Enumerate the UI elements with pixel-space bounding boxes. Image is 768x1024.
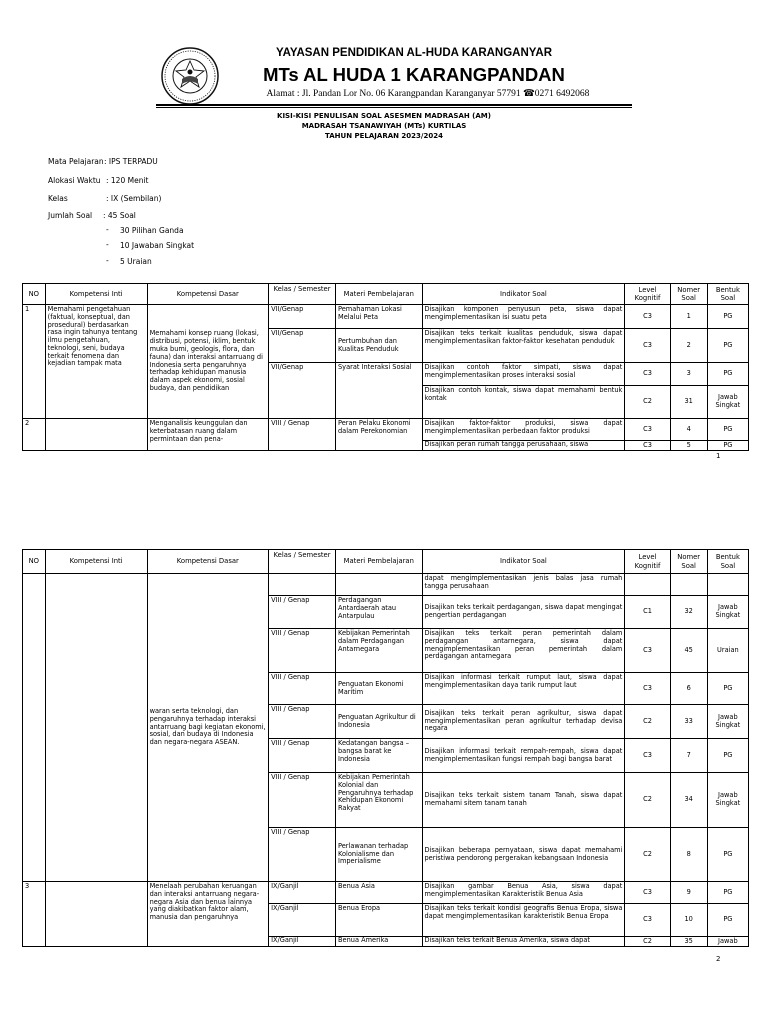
cell-level: C1 (625, 596, 670, 629)
cell-materi: Benua Asia (336, 882, 423, 904)
col-indikator: Indikator Soal (422, 550, 625, 574)
cell-level: C2 (625, 386, 670, 419)
info-value: : 45 Soal (103, 211, 136, 220)
cell-indikator: Disajikan teks terkait peran pemerintah dalam perdagangan antarnegara, siswa dapat mengimplementasikan peran pemerintah dalam perdagangan antarnegara (422, 629, 625, 673)
cell-nomer: 5 (670, 441, 707, 451)
info-value: : IPS TERPADU (104, 157, 158, 166)
cell-kelas (269, 574, 336, 596)
cell-bentuk: PG (707, 882, 748, 904)
cell-kelas: IX/Ganjil (269, 882, 336, 904)
cell-no: 1 (23, 305, 46, 419)
cell-indikator: Disajikan beberapa pernyataan, siswa dapat memahami peristiwa pendorong pergerakan kebangsaan Indonesia (422, 828, 625, 882)
col-kelas: Kelas / Semester (269, 284, 336, 305)
cell-kd: Menganalisis keunggulan dan keterbatasan ruang dalam permintaan dan pena- (147, 419, 269, 451)
cell-kelas: VIII / Genap (269, 629, 336, 673)
cell-no: 2 (23, 419, 46, 451)
cell-kelas: VIII / Genap (269, 596, 336, 629)
cell-nomer: 33 (670, 705, 707, 739)
cell-bentuk: Jawab Singkat (707, 705, 748, 739)
cell-kd: Memahami konsep ruang (lokasi, distribusi, potensi, iklim, bentuk muka bumi, geologis, flora, dan fauna) dan interaksi antarruang di Indonesia serta pengaruhnya terhadap kehidupan manusia dalam aspek ekonomi, sosial budaya, dan pendidikan (147, 305, 269, 419)
cell-nomer: 32 (670, 596, 707, 629)
cell-bentuk: PG (707, 739, 748, 773)
page-number: 1 (716, 452, 721, 460)
cell-bentuk: PG (707, 329, 748, 363)
cell-materi: Kebijakan Pemerintah dalam Perdagangan Antarnegara (336, 629, 423, 673)
cell-materi: Penguatan Ekonomi Maritim (336, 673, 423, 705)
cell-level: C2 (625, 937, 670, 947)
cell-nomer: 7 (670, 739, 707, 773)
cell-nomer: 4 (670, 419, 707, 441)
cell-bentuk: PG (707, 441, 748, 451)
cell-indikator: Disajikan teks terkait peran agrikultur, siswa dapat mengimplementasikan peran agrikultur terhadap devisa negara (422, 705, 625, 739)
col-ki: Kompetensi Inti (45, 550, 147, 574)
cell-indikator: Disajikan peran rumah tangga perusahaan, siswa (422, 441, 625, 451)
cell-level: C3 (625, 882, 670, 904)
cell-nomer: 31 (670, 386, 707, 419)
cell-materi (336, 574, 423, 596)
cell-indikator: Disajikan informasi terkait rumput laut, siswa dapat mengimplementasikan daya tarik rumput laut (422, 673, 625, 705)
doc-title: KISI-KISI PENULISAN SOAL ASESMEN MADRASAH (AM) (277, 112, 491, 120)
cell-materi: Syarat Interaksi Sosial (336, 363, 423, 419)
cell-level (625, 574, 670, 596)
cell-nomer (670, 574, 707, 596)
cell-nomer: 6 (670, 673, 707, 705)
cell-indikator: Disajikan teks terkait kualitas penduduk, siswa dapat mengimplementasikan faktor-faktor kesehatan penduduk (422, 329, 625, 363)
col-no: NO (23, 284, 46, 305)
cell-materi: Pertumbuhan dan Kualitas Penduduk (336, 329, 423, 363)
cell-kd: Menelaah perubahan keruangan dan interaksi antarruang negara-negara Asia dan benua lainnya yang diakibatkan faktor alam, manusia dan pengaruhnya (147, 882, 269, 947)
cell-kelas: IX/Ganjil (269, 937, 336, 947)
cell-kelas: VII/Genap (269, 305, 336, 329)
cell-kelas: VIII / Genap (269, 773, 336, 828)
cell-nomer: 10 (670, 904, 707, 937)
info-key: Kelas (48, 194, 68, 203)
kisi-table-page2 (22, 549, 749, 947)
cell-bentuk: Jawab Singkat (707, 596, 748, 629)
cell-indikator: dapat mengimplementasikan jenis balas jasa rumah tangga perusahaan (422, 574, 625, 596)
cell-indikator: Disajikan faktor-faktor produksi, siswa dapat mengimplementasikan perbedaan faktor produksi (422, 419, 625, 441)
cell-kelas: VIII / Genap (269, 705, 336, 739)
cell-ki: Memahami pengetahuan (faktual, konseptual, dan prosedural) berdasarkan rasa ingin tahunya tentang ilmu pengetahuan, teknologi, seni, budaya terkait fenomena dan kejadian tampak mata (45, 305, 147, 419)
cell-bentuk: Uraian (707, 629, 748, 673)
cell-materi: Kedatangan bangsa – bangsa barat ke Indonesia (336, 739, 423, 773)
cell-level: C3 (625, 673, 670, 705)
header-rule (156, 104, 632, 106)
col-indikator: Indikator Soal (422, 284, 625, 305)
cell-kelas: VIII / Genap (269, 828, 336, 882)
cell-nomer: 2 (670, 329, 707, 363)
cell-level: C2 (625, 773, 670, 828)
table-row (23, 419, 749, 441)
doc-subtitle: MADRASAH TSANAWIYAH (MTs) KURTILAS (301, 122, 467, 130)
cell-level: C3 (625, 305, 670, 329)
cell-indikator: Disajikan contoh faktor simpati, siswa dapat mengimplementasikan proses interaksi sosial (422, 363, 625, 386)
col-no: NO (23, 550, 46, 574)
table-row (23, 882, 749, 904)
cell-indikator: Disajikan teks terkait Benua Amerika, siswa dapat (422, 937, 625, 947)
cell-indikator: Disajikan teks terkait sistem tanam Tanah, siswa dapat memahami sitem tanam tanah (422, 773, 625, 828)
cell-bentuk: PG (707, 673, 748, 705)
col-level: Level Kognitif (625, 550, 670, 574)
cell-materi: Perdagangan Antardaerah atau Antarpulau (336, 596, 423, 629)
cell-ki (45, 419, 147, 451)
cell-indikator: Disajikan gambar Benua Asia, siswa dapat mengimplementasikan Karakteristik Benua Asia (422, 882, 625, 904)
soal-item: 30 Pilihan Ganda (120, 226, 184, 235)
cell-level: C3 (625, 739, 670, 773)
col-kelas: Kelas / Semester (269, 550, 336, 574)
cell-bentuk: PG (707, 828, 748, 882)
cell-bentuk (707, 574, 748, 596)
cell-indikator: Disajikan teks terkait perdagangan, siswa dapat mengingat pengertian perdagangan (422, 596, 625, 629)
cell-materi: Penguatan Agrikultur di Indonesia (336, 705, 423, 739)
cell-bentuk: PG (707, 419, 748, 441)
col-nomer: Nomer Soal (670, 284, 707, 305)
info-value: : IX (Sembilan) (106, 194, 162, 203)
foundation-name: YAYASAN PENDIDIKAN AL-HUDA KARANGANYAR (275, 47, 553, 59)
cell-nomer: 9 (670, 882, 707, 904)
cell-ki (45, 574, 147, 882)
kisi-table-page1 (22, 283, 749, 451)
cell-kelas: VIII / Genap (269, 419, 336, 451)
school-address: Alamat : Jl. Pandan Lor No. 06 Karangpandan Karanganyar 57791 ☎0271 6492068 (266, 89, 590, 99)
col-kd: Kompetensi Dasar (147, 284, 269, 305)
cell-kd: waran serta teknologi, dan pengaruhnya terhadap interaksi antarruang bagi kegiatan ekonomi, sosial, dan budaya di Indonesia dan negara-negara ASEAN. (147, 574, 269, 882)
table-header-row (23, 550, 749, 574)
cell-indikator: Disajikan informasi terkait rempah-rempah, siswa dapat mengimplementasikan fungsi rempah bagi bangsa barat (422, 739, 625, 773)
school-name: MTs AL HUDA 1 KARANGPANDAN (263, 64, 565, 85)
col-nomer: Nomer Soal (670, 550, 707, 574)
cell-kelas: VII/Genap (269, 329, 336, 363)
soal-item: 5 Uraian (120, 257, 152, 266)
cell-bentuk: Jawab (707, 937, 748, 947)
cell-kelas: IX/Ganjil (269, 904, 336, 937)
cell-nomer: 8 (670, 828, 707, 882)
cell-level: C3 (625, 329, 670, 363)
cell-indikator: Disajikan teks terkait kondisi geografis Benua Eropa, siswa dapat mengimplementasikan karakteristik Benua Eropa (422, 904, 625, 937)
col-level: Level Kognitif (625, 284, 670, 305)
cell-no (23, 574, 46, 882)
col-materi: Materi Pembelajaran (336, 550, 423, 574)
info-key: Mata Pelajaran (48, 157, 104, 166)
cell-materi: Benua Amerika (336, 937, 423, 947)
cell-kelas: VIII / Genap (269, 673, 336, 705)
col-bentuk: Bentuk Soal (707, 550, 748, 574)
cell-level: C2 (625, 828, 670, 882)
cell-bentuk: PG (707, 904, 748, 937)
col-bentuk: Bentuk Soal (707, 284, 748, 305)
cell-nomer: 34 (670, 773, 707, 828)
cell-materi: Pemahaman Lokasi Melalui Peta (336, 305, 423, 329)
cell-level: C3 (625, 419, 670, 441)
cell-level: C3 (625, 363, 670, 386)
cell-bentuk: PG (707, 363, 748, 386)
col-ki: Kompetensi Inti (45, 284, 147, 305)
cell-level: C3 (625, 904, 670, 937)
cell-nomer: 1 (670, 305, 707, 329)
table-header-row (23, 284, 749, 305)
cell-nomer: 45 (670, 629, 707, 673)
header-rule-thin (156, 107, 632, 108)
info-value: : 120 Menit (106, 176, 149, 185)
col-materi: Materi Pembelajaran (336, 284, 423, 305)
cell-materi: Peran Pelaku Ekonomi dalam Perekonomian (336, 419, 423, 451)
cell-bentuk: Jawab Singkat (707, 386, 748, 419)
cell-kelas: VII/Genap (269, 363, 336, 419)
cell-ki (45, 882, 147, 947)
info-key: Jumlah Soal (48, 211, 93, 220)
cell-indikator: Disajikan contoh kontak, siswa dapat memahami bentuk kontak (422, 386, 625, 419)
cell-nomer: 35 (670, 937, 707, 947)
table-row (23, 305, 749, 329)
cell-nomer: 3 (670, 363, 707, 386)
info-key: Alokasi Waktu (48, 176, 101, 185)
cell-level: C3 (625, 441, 670, 451)
cell-materi: Perlawanan terhadap Kolonialisme dan Imperialisme (336, 828, 423, 882)
cell-bentuk: PG (707, 305, 748, 329)
cell-indikator: Disajikan komponen penyusun peta, siswa dapat mengimplementasikan isi suatu peta (422, 305, 625, 329)
cell-bentuk: Jawab Singkat (707, 773, 748, 828)
table-row (23, 574, 749, 596)
cell-materi: Kebijakan Pemerintah Kolonial dan Pengaruhnya terhadap Kehidupan Ekonomi Rakyat (336, 773, 423, 828)
soal-item: 10 Jawaban Singkat (120, 241, 195, 250)
cell-kelas: VIII / Genap (269, 739, 336, 773)
cell-materi: Benua Eropa (336, 904, 423, 937)
cell-level: C3 (625, 629, 670, 673)
page-number: 2 (716, 955, 721, 963)
cell-level: C2 (625, 705, 670, 739)
cell-no: 3 (23, 882, 46, 947)
col-kd: Kompetensi Dasar (147, 550, 269, 574)
doc-year: TAHUN PELAJARAN 2023/2024 (325, 132, 443, 140)
